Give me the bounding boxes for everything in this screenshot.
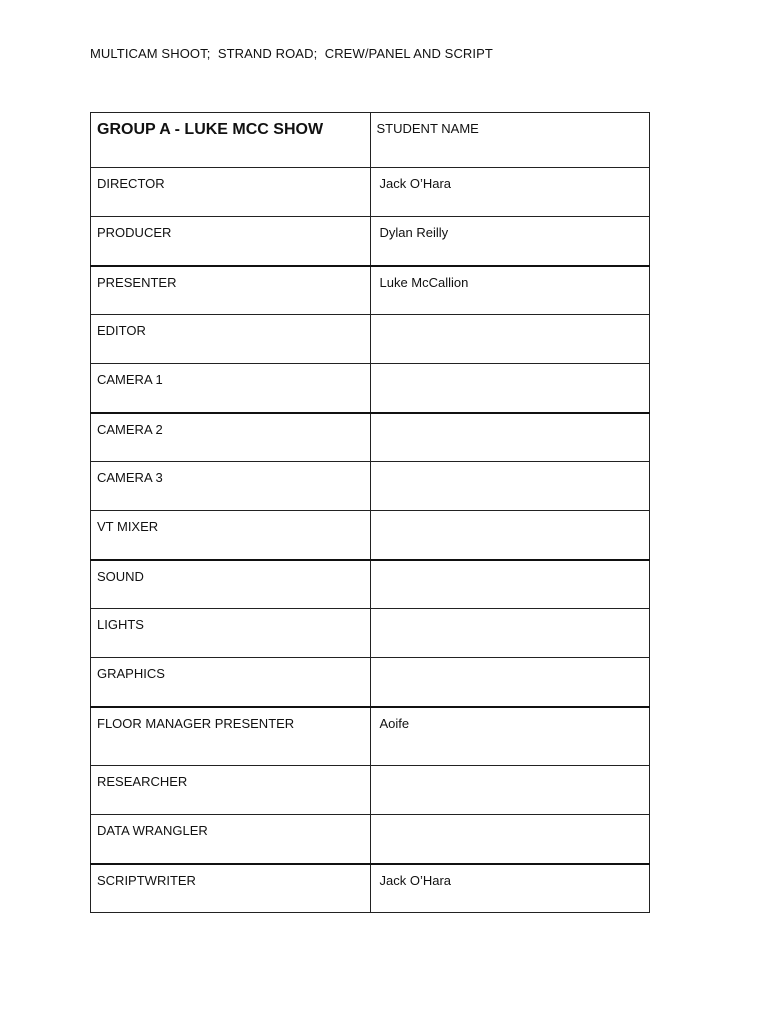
student-name-cell: Jack O’Hara (370, 864, 650, 913)
student-name-cell: Aoife (370, 707, 650, 766)
table-row (91, 413, 650, 462)
student-name-cell (370, 511, 650, 560)
table-row (91, 266, 650, 315)
student-name-cell (370, 364, 650, 413)
page-header: MULTICAM SHOOT; STRAND ROAD; CREW/PANEL AND SCRIPT (90, 46, 493, 61)
student-name-cell: Dylan Reilly (370, 217, 650, 266)
role-cell: SCRIPTWRITER (91, 864, 371, 913)
table-row (91, 364, 650, 413)
table-row (91, 815, 650, 864)
table-row (91, 511, 650, 560)
student-name-cell (370, 413, 650, 462)
table-row (91, 766, 650, 815)
table-row (91, 609, 650, 658)
role-cell: PRESENTER (91, 266, 371, 315)
table-row (91, 560, 650, 609)
student-name-cell (370, 315, 650, 364)
student-name-cell (370, 815, 650, 864)
table-header-row (91, 113, 650, 168)
table-row (91, 658, 650, 707)
role-cell: PRODUCER (91, 217, 371, 266)
role-cell: SOUND (91, 560, 371, 609)
table-row (91, 217, 650, 266)
role-cell: DIRECTOR (91, 168, 371, 217)
table-row (91, 168, 650, 217)
student-name-header: STUDENT NAME (370, 113, 650, 168)
student-name-cell (370, 609, 650, 658)
table-row (91, 864, 650, 913)
role-cell: VT MIXER (91, 511, 371, 560)
role-cell: CAMERA 3 (91, 462, 371, 511)
role-cell: CAMERA 1 (91, 364, 371, 413)
group-title: GROUP A - LUKE MCC SHOW (91, 113, 371, 168)
student-name-cell (370, 560, 650, 609)
student-name-cell (370, 658, 650, 707)
table-row (91, 707, 650, 766)
table-row (91, 462, 650, 511)
crew-table (90, 112, 650, 913)
role-cell: EDITOR (91, 315, 371, 364)
role-cell: CAMERA 2 (91, 413, 371, 462)
role-cell: RESEARCHER (91, 766, 371, 815)
student-name-cell: Jack O’Hara (370, 168, 650, 217)
role-cell: GRAPHICS (91, 658, 371, 707)
student-name-cell (370, 766, 650, 815)
role-cell: DATA WRANGLER (91, 815, 371, 864)
role-cell: LIGHTS (91, 609, 371, 658)
student-name-cell: Luke McCallion (370, 266, 650, 315)
student-name-cell (370, 462, 650, 511)
table-row (91, 315, 650, 364)
role-cell: FLOOR MANAGER PRESENTER (91, 707, 371, 766)
